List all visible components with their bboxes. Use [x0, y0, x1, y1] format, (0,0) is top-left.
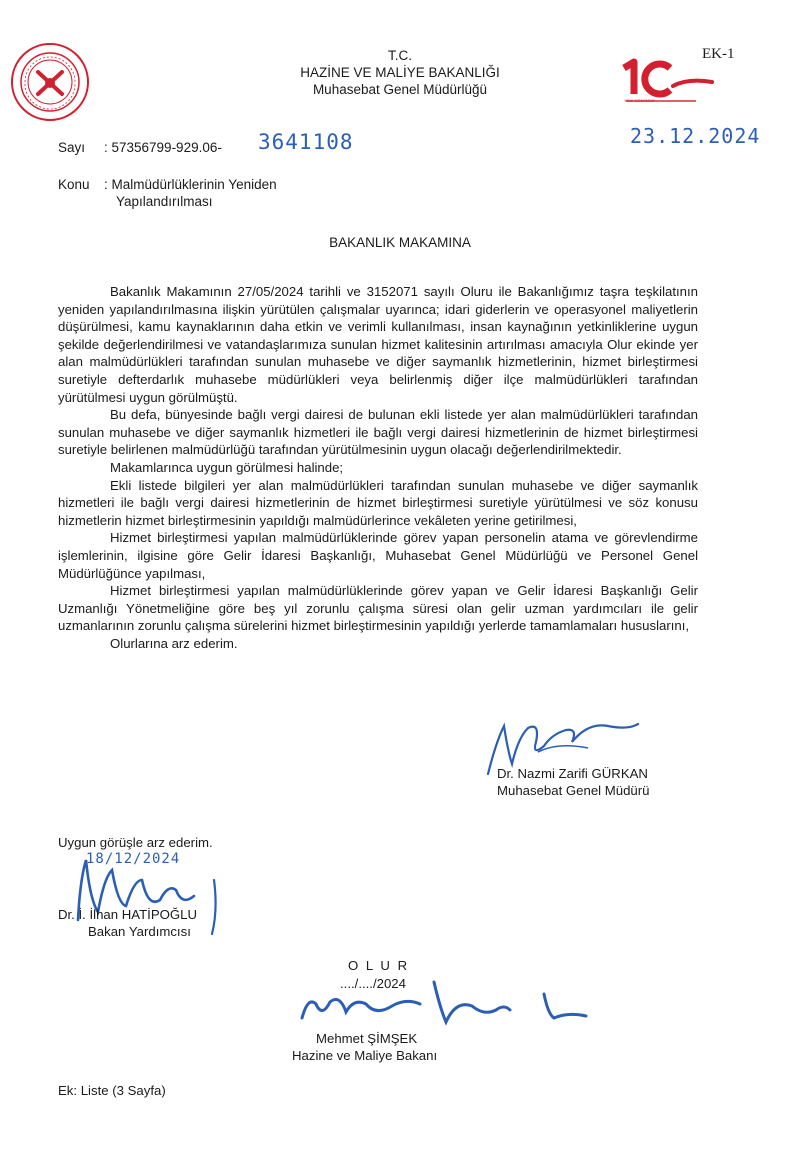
konu-value-line2: Yapılandırılması — [116, 194, 213, 209]
sayi-handwritten-number: 3641108 — [258, 130, 354, 154]
signer2-name: Dr. İ. İlhan HATİPOĞLU — [58, 907, 197, 922]
signer3-name: Mehmet ŞİMŞEK — [316, 1031, 418, 1046]
signer3-title: Hazine ve Maliye Bakanı — [292, 1048, 438, 1063]
recipient-heading: BAKANLIK MAKAMINA — [329, 235, 471, 250]
attachment-note: Ek: Liste (3 Sayfa) — [58, 1083, 166, 1098]
olur-heading: O L U R — [348, 958, 410, 973]
logo-caption: YENİ DÖNEMDE — [624, 98, 655, 103]
paragraph-6: Hizmet birleştirmesi yapılan malmüdürlüklerinde görev yapan ve Gelir İdaresi Başkanlığı Gelir Uzmanlığı Yönetmeliğine göre beş yıl zorunlu çalışma süresi olan gelir uzman yardımcıları ile gelir uzmanlarının zorunlu çalışma sürelerini hizmet birleştirmesinin yapıldığı yerlerde tamamlamaları hususlarını, — [58, 583, 698, 634]
paragraph-7: Olurlarına arz ederim. — [110, 635, 238, 651]
letter-body — [58, 283, 698, 652]
paragraph-3: Makamlarınca uygun görülmesi halinde; — [110, 459, 344, 475]
signer2-date: 18/12/2024 — [86, 851, 181, 867]
paragraph-1: Bakanlık Makamının 27/05/2024 tarihli ve 3152071 sayılı Oluru ile Bakanlığımız taşra teşkilatının yeniden yapılandırılmasına ilişkin yürütülen çalışmalar uyarınca; idari giderlerin ve operasyonel maliyetlerin düşürülmesi, kamu kaynaklarının daha etkin ve verimli kullanılması, insan kaynağının yetkinliklerine uygun şekilde değerlendirilmesi ve vatandaşlarımıza sunulan hizmet kalitesinin artırılması amacıyla Olur ekinde yer alan malmüdürlükleri tarafından sunulan muhasebe ve diğer saymanlık hizmetlerinin, hizmet birleştirmesi suretiyle defterdarlık muhasebe müdürlükleri veya belirlenmiş diğer ilçe malmüdürlükleri tarafından yürütülmesi uygun görülmüştü. — [58, 284, 698, 405]
sayi-label: Sayı — [58, 140, 86, 155]
paragraph-4: Ekli listede bilgileri yer alan malmüdürlükleri tarafından sunulan muhasebe ve diğer saymanlık hizmetleri ile bağlı vergi dairesi hizmetlerinin de hizmet birleştirmesi suretiyle yürütülmesi ve söz konusu hizmetlerin hizmet birleştirmesinin yapıldığı malmüdürlerince vekâleten yerine getirilmesi, — [58, 477, 698, 528]
signature-simsek — [296, 968, 596, 1038]
paragraph-5: Hizmet birleştirmesi yapılan malmüdürlüklerinde görev yapan personelin atama ve görevlendirme işlemlerinin, ilgisine göre Gelir İdaresi Başkanlığı, Muhasebat Genel Müdürlüğü ve Personel Genel Müdürlüğünce yapılması, — [58, 530, 698, 581]
handwritten-date: 23.12.2024 — [630, 124, 761, 148]
konu-label: Konu — [58, 177, 90, 192]
signer2-approval: Uygun görüşle arz ederim. — [58, 835, 213, 850]
header-directorate: Muhasebat Genel Müdürlüğü — [312, 82, 488, 97]
sayi-value: : 57356799-929.06- — [104, 140, 222, 155]
annex-label: EK-1 — [702, 46, 735, 62]
konu-value-line1: : Malmüdürlüklerinin Yeniden — [104, 177, 277, 192]
header-tc: T.C. — [387, 48, 412, 63]
header-ministry: HAZİNE VE MALİYE BAKANLIĞI — [300, 65, 500, 80]
signer2-title: Bakan Yardımcısı — [88, 924, 191, 939]
signer3-date: ..../..../2024 — [340, 976, 406, 991]
signer1-name: Dr. Nazmi Zarifi GÜRKAN — [497, 766, 648, 781]
paragraph-2: Bu defa, bünyesinde bağlı vergi dairesi de bulunan ekli listede yer alan malmüdürlükleri tarafından sunulan muhasebe ve diğer saymanlık hizmetleri ile bağlı vergi dairesi hizmetlerinin de hizmet birleştirmesi suretiyle belirlenen malmüdürlüğü tarafından yürütülmesinin uygun olacağı değerlendirilmektedir. — [58, 407, 698, 458]
signer1-title: Muhasebat Genel Müdürü — [497, 783, 650, 798]
